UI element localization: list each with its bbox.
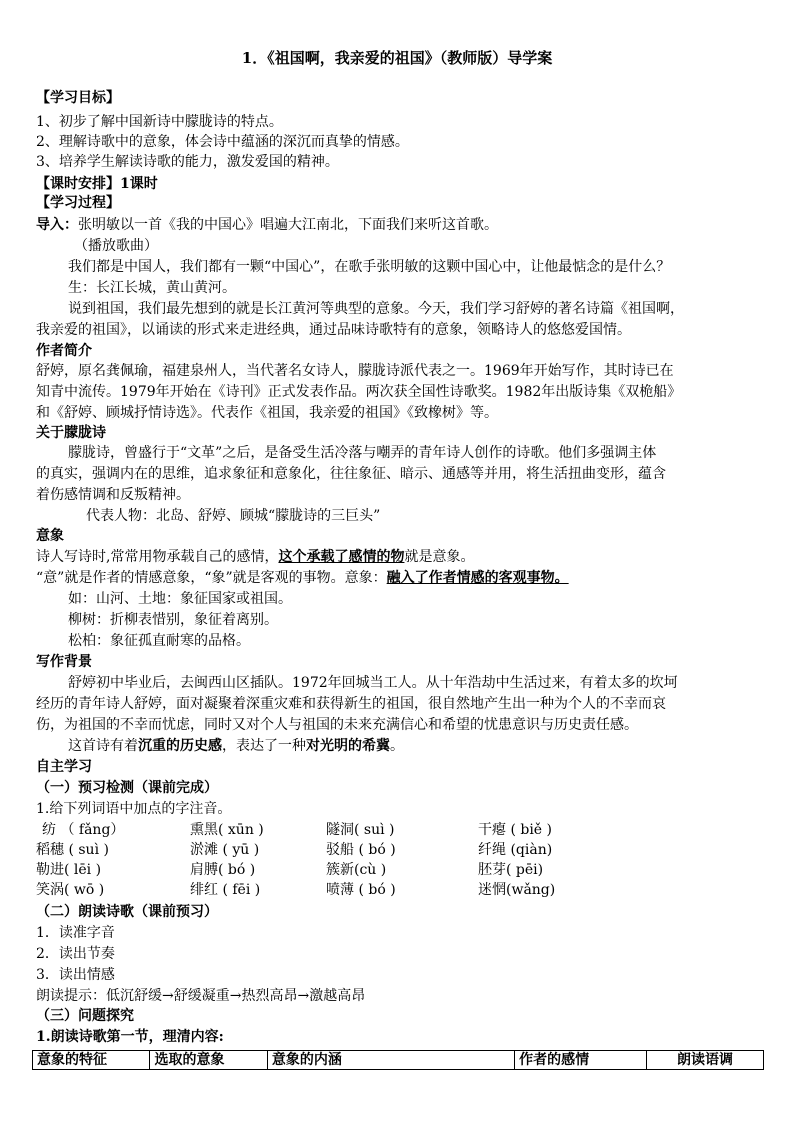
pinyin-item: 喷薄 ( bó ) <box>326 882 396 898</box>
table-header-cell: 作者的感情 <box>515 1051 647 1070</box>
table-header-row <box>33 1051 764 1070</box>
imagery-line <box>36 568 569 588</box>
background-heading: 写作背景 <box>36 654 92 670</box>
pinyin-item: 熏黑( xūn ) <box>190 822 264 838</box>
imagery-text: 诗人写诗时,常常用物承载自己的感情， <box>36 549 279 565</box>
reading-tip: 朗读提示：低沉舒缓→舒缓凝重→热烈高昂→激越高昂 <box>36 988 366 1004</box>
background-line: 经历的青年诗人舒婷，面对凝聚着深重灾难和获得新生的祖国，很自然地产生出一种为个人的不幸而哀 <box>36 696 666 712</box>
exploration-question: 1.朗读诗歌第一节，理清内容: <box>36 1029 224 1045</box>
misty-line: 着伤感情调和反叛精神。 <box>36 487 190 503</box>
imagery-heading: 意象 <box>36 528 64 544</box>
section-heading: （三）问题探究 <box>36 1008 134 1024</box>
table-header-cell: 朗读语调 <box>647 1051 764 1070</box>
author-line: 知青中流传。1979年开始在《诗刊》正式发表作品。两次获全国性诗歌奖。1982年出版诗集《双桅船》 <box>36 384 682 400</box>
imagery-emphasis: 这个承载了感情的物 <box>278 549 405 565</box>
pinyin-item: 纺 （ fǎng） <box>42 822 125 838</box>
pinyin-item: 迷惘(wǎng) <box>478 882 556 898</box>
intro-text: 张明敏以一首《我的中国心》唱遍大江南北，下面我们来听这首歌。 <box>78 217 498 233</box>
self-study-heading: 自主学习 <box>36 759 92 775</box>
imagery-text: “意”就是作者的情感意象，“象”就是客观的事物。意象： <box>36 570 387 586</box>
table-header-cell: 意象的特征 <box>33 1051 150 1070</box>
process-heading: 【学习过程】 <box>36 195 120 211</box>
author-line: 和《舒婷、顾城抒情诗选》。代表作《祖国，我亲爱的祖国》《致橡树》等。 <box>36 405 498 421</box>
analysis-table <box>32 1050 764 1070</box>
pinyin-item: 胚芽( pēi) <box>478 862 544 878</box>
play-song-note: （播放歌曲） <box>74 238 158 254</box>
pinyin-item: 淤滩 ( yū ) <box>190 842 260 858</box>
pinyin-item: 驳船 ( bó ) <box>326 842 396 858</box>
misty-line: 的真实，强调内在的思维，追求象征和意象化，往往象征、暗示、通感等并用，将生活扭曲变形，蕴含 <box>36 466 666 482</box>
reading-step: 3．读出情感 <box>36 967 115 983</box>
background-summary <box>68 736 404 756</box>
pinyin-question: 1.给下列词语中加点的字注音。 <box>36 801 232 817</box>
summary-text: 这首诗有着 <box>68 738 138 754</box>
summary-text: 。 <box>390 738 404 754</box>
pinyin-item: 勒进( lēi ) <box>36 862 102 878</box>
objective-item: 3、培养学生解读诗歌的能力，激发爱国的精神。 <box>36 154 339 170</box>
summary-emphasis: 沉重的历史感 <box>138 738 222 754</box>
objective-item: 1、初步了解中国新诗中朦胧诗的特点。 <box>36 114 283 130</box>
question-line: 我们都是中国人，我们都有一颗“中国心”，在歌手张明敏的这颗中国心中，让他最惦念的是什么？ <box>68 259 671 275</box>
pinyin-item: 隧洞( suì ) <box>326 822 395 838</box>
imagery-text: 就是意象。 <box>404 549 475 565</box>
imagery-example: 如：山河、土地：象征国家或祖国。 <box>68 591 292 607</box>
reading-step: 2．读出节奏 <box>36 946 115 962</box>
pinyin-item: 笑涡( wō ) <box>36 882 105 898</box>
paragraph-line: 我亲爱的祖国》，以诵读的形式来走进经典，通过品味诗歌特有的意象，领略诗人的悠悠爱国情。 <box>36 322 631 338</box>
intro-line <box>36 215 498 235</box>
summary-text: ，表达了一种 <box>222 738 306 754</box>
pinyin-item: 稻穗 ( suì ) <box>36 842 109 858</box>
objective-item: 2、理解诗歌中的意象，体会诗中蕴涵的深沉而真挚的情感。 <box>36 134 409 150</box>
page-title: 1．《祖国啊，我亲爱的祖国》（教师版）导学案 <box>241 49 553 67</box>
section-heading: （一）预习检测（课前完成） <box>36 780 218 796</box>
imagery-line <box>36 547 474 567</box>
section-heading: （二）朗读诗歌（课前预习） <box>36 904 218 920</box>
pinyin-item: 纤绳 (qiàn) <box>478 842 553 858</box>
pinyin-item: 干瘪 ( biě ) <box>478 822 552 838</box>
pinyin-item: 肩膊( bó ) <box>190 862 256 878</box>
table-header-cell: 选取的意象 <box>150 1051 267 1070</box>
imagery-definition: 融入了作者情感的客观事物。 <box>386 570 569 586</box>
objectives-heading: 【学习目标】 <box>36 90 120 106</box>
reading-step: 1．读准字音 <box>36 925 115 941</box>
misty-heading: 关于朦胧诗 <box>36 425 106 441</box>
paragraph-line: 说到祖国，我们最先想到的就是长江黄河等典型的意象。今天，我们学习舒婷的著名诗篇《祖国啊， <box>68 301 684 317</box>
pinyin-item: 簇新(cù ) <box>326 862 387 878</box>
answer-line: 生：长江长城，黄山黄河。 <box>68 280 236 296</box>
imagery-example: 柳树：折柳表惜别，象征着离别。 <box>68 612 278 628</box>
schedule-heading: 【课时安排】 <box>36 176 120 192</box>
background-line: 伤，为祖国的不幸而忧虑，同时又对个人与祖国的未来充满信心和希望的忧患意识与历史责任感。 <box>36 717 638 733</box>
author-heading: 作者简介 <box>36 343 92 359</box>
background-line: 舒婷初中毕业后，去闽西山区插队。1972年回城当工人。从十年浩劫中生活过来，有着太多的坎坷 <box>68 675 678 691</box>
schedule-line <box>36 174 158 194</box>
author-line: 舒婷，原名龚佩瑜，福建泉州人，当代著名女诗人，朦胧诗派代表之一。1969年开始写作，其时诗已在 <box>36 363 674 379</box>
misty-representatives: 代表人物：北岛、舒婷、顾城“朦胧诗的三巨头” <box>86 508 381 524</box>
table-header-cell: 意象的内涵 <box>267 1051 514 1070</box>
misty-line: 朦胧诗，曾盛行于“文革”之后，是备受生活冷落与嘲弄的青年诗人创作的诗歌。他们多强调主体 <box>68 445 657 461</box>
imagery-example: 松柏：象征孤直耐寒的品格。 <box>68 633 250 649</box>
schedule-value: 1课时 <box>120 176 158 192</box>
pinyin-item: 绯红 ( fēi ) <box>190 882 261 898</box>
intro-label: 导入： <box>36 217 78 233</box>
summary-emphasis: 对光明的希冀 <box>306 738 390 754</box>
